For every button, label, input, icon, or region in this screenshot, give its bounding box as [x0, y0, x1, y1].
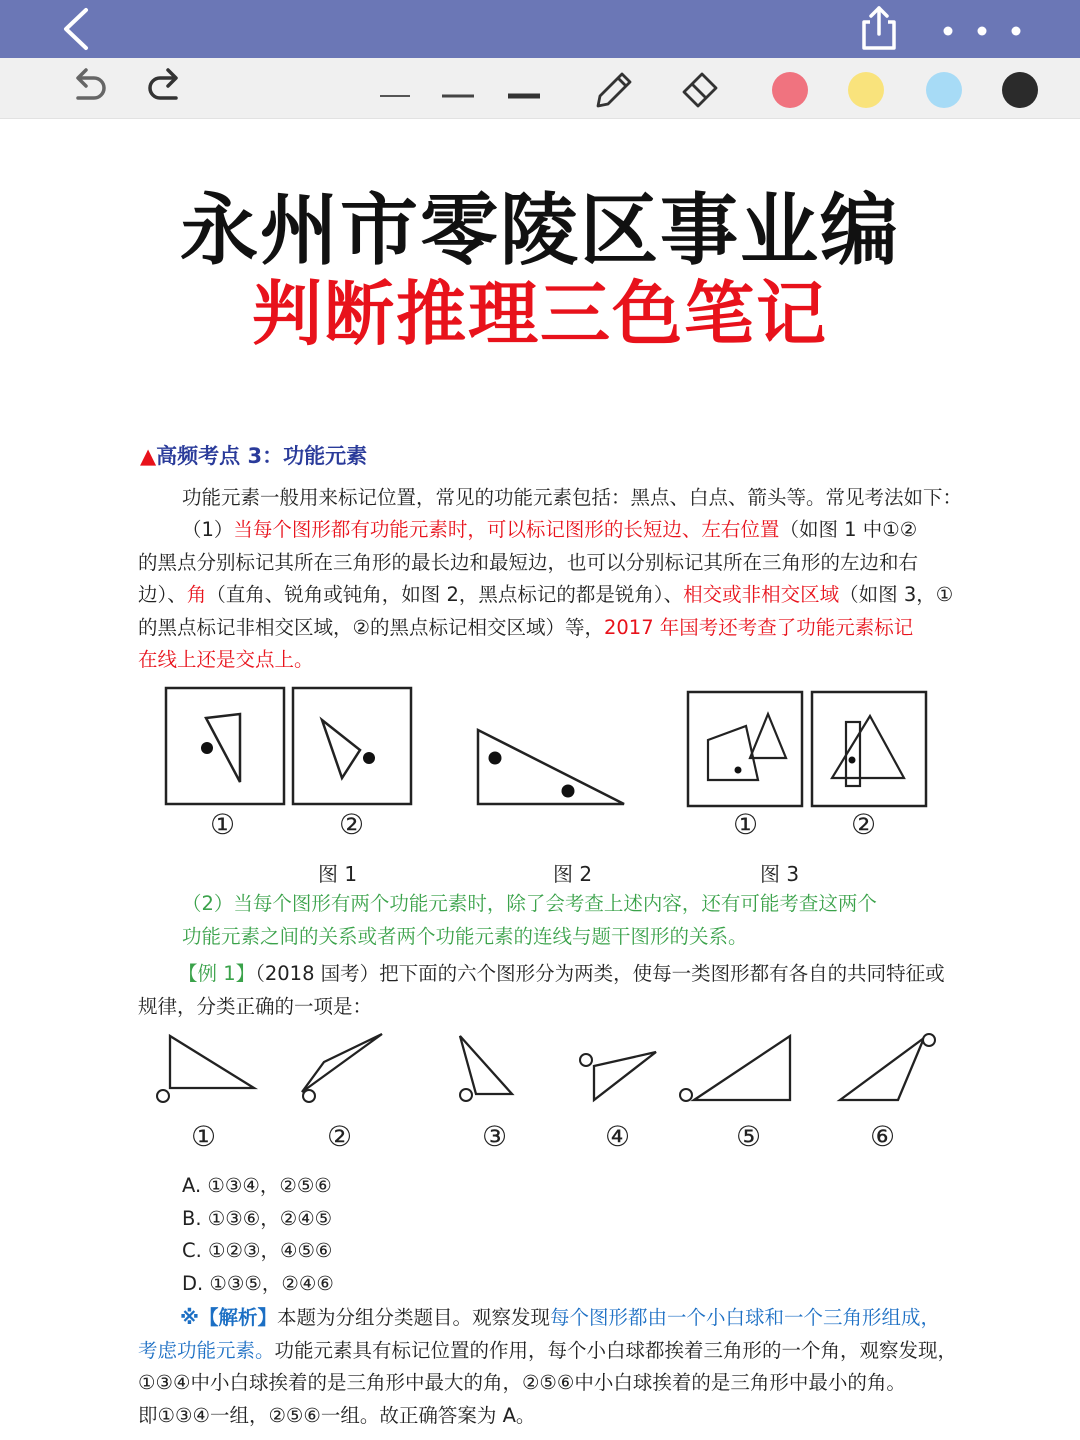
stroke-thick-button[interactable]	[504, 66, 550, 110]
annotation-toolbar	[0, 58, 1080, 119]
pen-color-pink[interactable]	[772, 72, 808, 108]
figure-3-shapes	[686, 690, 930, 810]
share-icon	[858, 4, 900, 52]
fig1-box-1	[166, 688, 284, 804]
fig3-rect	[846, 722, 860, 786]
page-title: 永州市零陵区事业编	[179, 186, 900, 276]
redo-button[interactable]	[142, 66, 188, 110]
more-dots-icon	[936, 14, 1026, 44]
example-paragraph	[138, 958, 958, 1023]
back-button[interactable]	[58, 6, 98, 52]
example-line1: （2018 国考）把下面的六个图形分为两类，使每一类图形都有各自的共同特征或	[255, 962, 945, 985]
intro-paragraph: 功能元素一般用来标记位置，常见的功能元素包括：黑点、白点、箭头等。常见考法如下：	[182, 486, 963, 509]
example-num-2: ②	[327, 1120, 353, 1153]
fig3-box-2	[812, 692, 926, 806]
example-num-3: ③	[482, 1120, 508, 1153]
point-1-highlight: 当每个图形都有功能元素时，可以标记图形的长短边、左右位置	[233, 518, 780, 541]
text-span: 边）、	[138, 583, 187, 606]
shape-6	[840, 1034, 935, 1100]
undo-icon	[66, 66, 112, 110]
section-heading-text: 高频考点 3：功能元素	[156, 444, 368, 468]
fig3-triangle-1	[750, 714, 786, 758]
fig1-triangle-2	[322, 720, 360, 778]
page-subtitle: 判断推理三色笔记	[252, 273, 828, 355]
fig3-dot-2	[849, 757, 856, 764]
point-1-note: （如图 1 中①②	[779, 518, 918, 541]
medium-line-icon	[436, 66, 482, 110]
option-c[interactable]: C. ①②③，④⑤⑥	[182, 1239, 333, 1262]
pen-color-yellow[interactable]	[848, 72, 884, 108]
fig3-caption: 图 3	[760, 862, 800, 886]
shape-4	[580, 1052, 656, 1100]
shape-1	[157, 1036, 254, 1102]
fig3-num-2: ②	[851, 808, 877, 841]
text-span: 的黑点标记非相交区域，②的黑点标记相交区域）等，	[138, 615, 604, 639]
analysis-highlight-2: 考虑功能元素。	[138, 1338, 275, 1362]
more-button[interactable]	[936, 14, 1026, 44]
fig2-triangle	[478, 730, 624, 804]
example-num-6: ⑥	[870, 1120, 896, 1153]
pen-color-black[interactable]	[1002, 72, 1038, 108]
stroke-thin-button[interactable]	[372, 66, 418, 110]
example-tag: 【例 1】	[178, 962, 256, 985]
analysis-tag: ※【解析】	[180, 1306, 277, 1329]
example-num-5: ⑤	[736, 1120, 762, 1153]
example-num-4: ④	[605, 1120, 631, 1153]
highlight-region: 相交或非相交区域	[683, 583, 840, 606]
pen-tool-button[interactable]	[590, 66, 636, 110]
analysis-paragraph	[138, 1302, 958, 1432]
fig1-caption: 图 1	[318, 862, 358, 886]
fig2-dot-2	[562, 785, 575, 798]
example-line2: 规律，分类正确的一项是：	[138, 994, 373, 1018]
point-1-paragraph	[138, 514, 958, 677]
point-1-line2: 的黑点分别标记其所在三角形的最长边和最短边，也可以分别标记其所在三角形的左边和右	[138, 550, 919, 574]
chevron-left-icon	[58, 6, 98, 52]
pencil-icon	[590, 66, 636, 110]
redo-icon	[142, 66, 188, 110]
thin-line-icon	[372, 66, 418, 110]
text-span: （如图 3，①	[839, 583, 954, 606]
section-heading	[140, 440, 367, 470]
option-b[interactable]: B. ①③⑥，②④⑤	[182, 1207, 333, 1230]
shape-3	[460, 1036, 512, 1101]
shape-2	[302, 1034, 382, 1102]
highlight-2017: 2017 年国考还考查了功能元素标记	[603, 615, 914, 639]
point-1-number: （1）	[182, 518, 234, 541]
fig3-num-1: ①	[733, 808, 759, 841]
thick-line-icon	[504, 66, 550, 110]
fig1-num-2: ②	[339, 808, 365, 841]
eraser-tool-button[interactable]	[678, 66, 724, 110]
point-2-line1: （2）当每个图形有两个功能元素时，除了会考查上述内容，还有可能考查这两个	[182, 892, 877, 915]
triangle-marker-icon: ▲	[140, 444, 157, 468]
fig2-caption: 图 2	[553, 862, 593, 886]
stroke-medium-button[interactable]	[436, 66, 482, 110]
analysis-text: 本题为分组分类题目。观察发现	[276, 1306, 550, 1329]
fig1-dot-1	[201, 742, 213, 754]
figure-2-shapes	[470, 724, 634, 810]
fig3-pentagon	[708, 726, 758, 780]
eraser-icon	[678, 66, 724, 110]
fig3-dot-1	[735, 767, 742, 774]
fig1-num-1: ①	[210, 808, 236, 841]
shape-5	[680, 1036, 790, 1101]
option-a[interactable]: A. ①③④，②⑤⑥	[182, 1174, 332, 1197]
analysis-line3: ①③④中小白球挨着的是三角形中最大的角，②⑤⑥中小白球挨着的是三角形中最小的角。	[138, 1371, 906, 1394]
fig3-triangle-2	[832, 716, 904, 778]
example-num-1: ①	[191, 1120, 217, 1153]
undo-button[interactable]	[66, 66, 112, 110]
highlight-angle: 角	[186, 583, 207, 606]
highlight-line-end: 在线上还是交点上。	[138, 648, 314, 671]
analysis-highlight: 每个图形都由一个小白球和一个三角形组成，	[549, 1306, 940, 1329]
example-shapes	[150, 1028, 950, 1110]
analysis-line4: 即①③④一组，②⑤⑥一组。故正确答案为 A。	[138, 1403, 536, 1427]
point-2-paragraph	[182, 888, 962, 953]
fig1-box-2	[293, 688, 411, 804]
text-span: （直角、锐角或钝角，如图 2，黑点标记的都是锐角）、	[206, 583, 684, 606]
fig1-dot-2	[363, 752, 375, 764]
option-d[interactable]: D. ①③⑤，②④⑥	[182, 1272, 334, 1295]
pen-color-blue[interactable]	[926, 72, 962, 108]
fig3-box-1	[688, 692, 802, 806]
share-button[interactable]	[858, 4, 900, 52]
top-nav-bar	[0, 0, 1080, 58]
point-2-line2: 功能元素之间的关系或者两个功能元素的连线与题干图形的关系。	[182, 924, 748, 948]
fig2-dot-1	[489, 752, 502, 765]
figure-1-shapes	[164, 686, 414, 808]
analysis-text-2: 功能元素具有标记位置的作用，每个小白球都挨着三角形的一个角，观察发现，	[274, 1338, 958, 1362]
